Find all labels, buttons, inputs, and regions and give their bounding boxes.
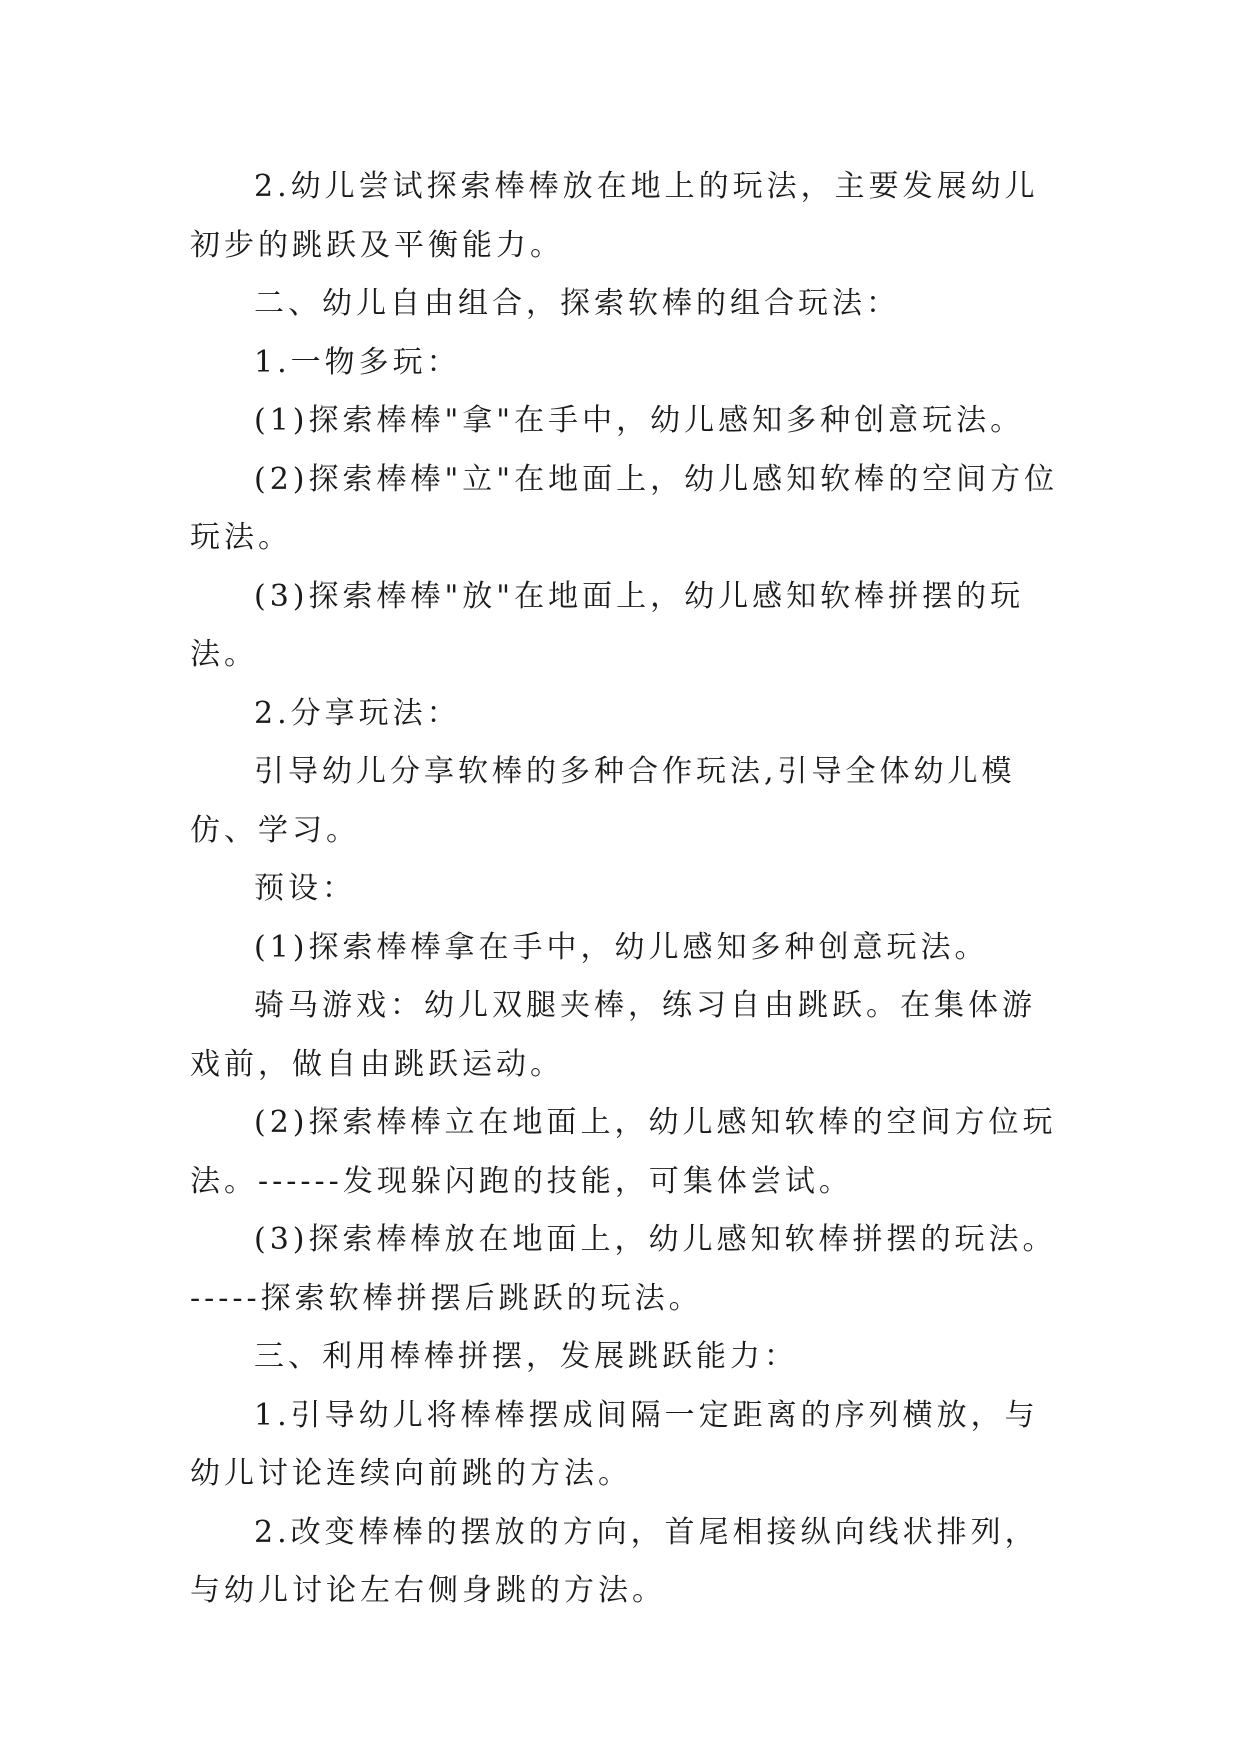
- paragraph-hold-in-hand: (1)探索棒棒"拿"在手中，幼儿感知多种创意玩法。: [254, 403, 1025, 438]
- paragraph-preset-place: (3)探索棒棒放在地面上，幼儿感知软棒拼摆的玩法。-----探索软棒拼摆后跳跃的玩法。: [190, 1222, 1057, 1316]
- document-body: [190, 158, 1060, 1621]
- paragraph-guide-sharing: 引导幼儿分享软棒的多种合作玩法,引导全体幼儿模仿、学习。: [190, 754, 1016, 848]
- paragraph-place-on-ground: (3)探索棒棒"放"在地面上，幼儿感知软棒拼摆的玩法。: [190, 578, 1025, 672]
- section-heading-3: 三、利用棒棒拼摆，发展跳跃能力：: [254, 1339, 798, 1374]
- paragraph-preset-hold: (1)探索棒棒拿在手中，幼儿感知多种创意玩法。: [254, 929, 989, 965]
- paragraph-horizontal-sequence: 1.引导幼儿将棒棒摆成间隔一定距离的序列横放，与幼儿讨论连续向前跳的方法。: [190, 1397, 1039, 1491]
- paragraph-stand-on-ground: (2)探索棒棒"立"在地面上，幼儿感知软棒的空间方位玩法。: [190, 461, 1059, 555]
- paragraph-step-2-floor-play: 2.幼儿尝试探索棒棒放在地上的玩法，主要发展幼儿初步的跳跃及平衡能力。: [190, 169, 1039, 263]
- section-heading-2: 二、幼儿自由组合，探索软棒的组合玩法：: [254, 286, 900, 321]
- paragraph-preset-stand: (2)探索棒棒立在地面上，幼儿感知软棒的空间方位玩法。------发现躲闪跑的技能，可集体尝试。: [190, 1105, 1057, 1199]
- paragraph-horse-game: 骑马游戏：幼儿双腿夹棒，练习自由跳跃。在集体游戏前，做自由跳跃运动。: [190, 988, 1036, 1082]
- paragraph-one-object-many-plays: 1.一物多玩：: [254, 344, 461, 380]
- paragraph-preset: 预设：: [254, 871, 356, 906]
- paragraph-share-plays: 2.分享玩法：: [254, 695, 461, 731]
- paragraph-vertical-line: 2.改变棒棒的摆放的方向，首尾相接纵向线状排列，与幼儿讨论左右侧身跳的方法。: [190, 1514, 1039, 1608]
